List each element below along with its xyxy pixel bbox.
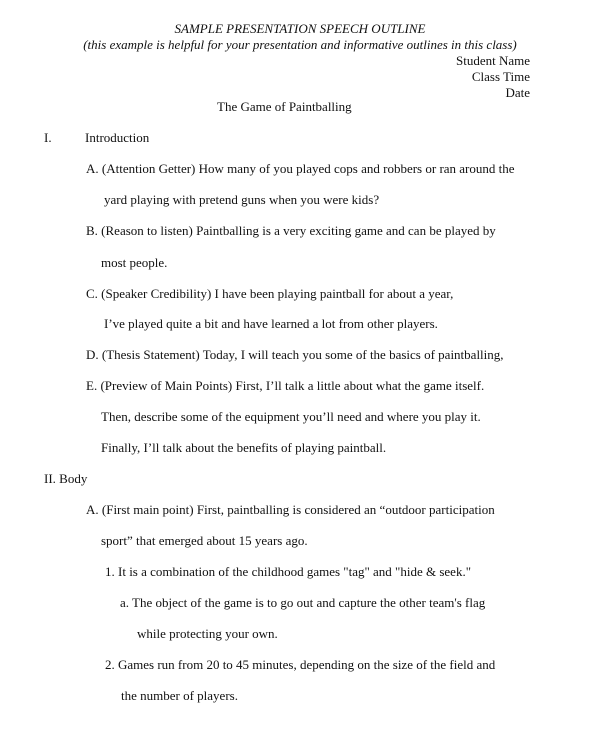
intro-b-line2: most people. xyxy=(101,255,168,270)
document-title: SAMPLE PRESENTATION SPEECH OUTLINE xyxy=(174,21,426,36)
body-item1a-line2: while protecting your own. xyxy=(137,626,278,641)
intro-b-line1: B. (Reason to listen) Paintballing is a very exciting game and can be played by xyxy=(86,223,496,238)
intro-c-line1: C. (Speaker Credibility) I have been playing paintball for about a year, xyxy=(86,286,454,301)
class-time: Class Time xyxy=(471,69,530,84)
date: Date xyxy=(505,85,530,100)
intro-e-line1: E. (Preview of Main Points) First, I’ll talk a little about what the game itself. xyxy=(86,378,485,393)
body-heading: II. Body xyxy=(44,471,88,486)
body-a-line1: A. (First main point) First, paintballing is considered an “outdoor participation xyxy=(86,502,495,517)
body-item2-line2: the number of players. xyxy=(121,688,238,703)
body-item1a-line1: a. The object of the game is to go out and capture the other team's flag xyxy=(120,595,486,610)
intro-numeral: I. xyxy=(44,130,52,145)
intro-e-line2: Then, describe some of the equipment you’ll need and where you play it. xyxy=(101,409,481,424)
intro-c-line2: I’ve played quite a bit and have learned a lot from other players. xyxy=(104,316,438,331)
intro-d-line1: D. (Thesis Statement) Today, I will teach you some of the basics of paintballing, xyxy=(86,347,504,362)
speech-title: The Game of Paintballing xyxy=(217,99,352,114)
body-item1: 1. It is a combination of the childhood games "tag" and "hide & seek." xyxy=(105,564,472,579)
document-subtitle: (this example is helpful for your presentation and informative outlines in this class) xyxy=(83,37,517,52)
body-a-line2: sport” that emerged about 15 years ago. xyxy=(101,533,308,548)
intro-heading: Introduction xyxy=(85,130,150,145)
intro-e-line3: Finally, I’ll talk about the benefits of playing paintball. xyxy=(101,440,387,455)
intro-a-line2: yard playing with pretend guns when you were kids? xyxy=(104,192,380,207)
intro-a-line1: A. (Attention Getter) How many of you played cops and robbers or ran around the xyxy=(86,161,515,176)
body-item2-line1: 2. Games run from 20 to 45 minutes, depending on the size of the field and xyxy=(105,657,496,672)
student-name: Student Name xyxy=(455,53,530,68)
